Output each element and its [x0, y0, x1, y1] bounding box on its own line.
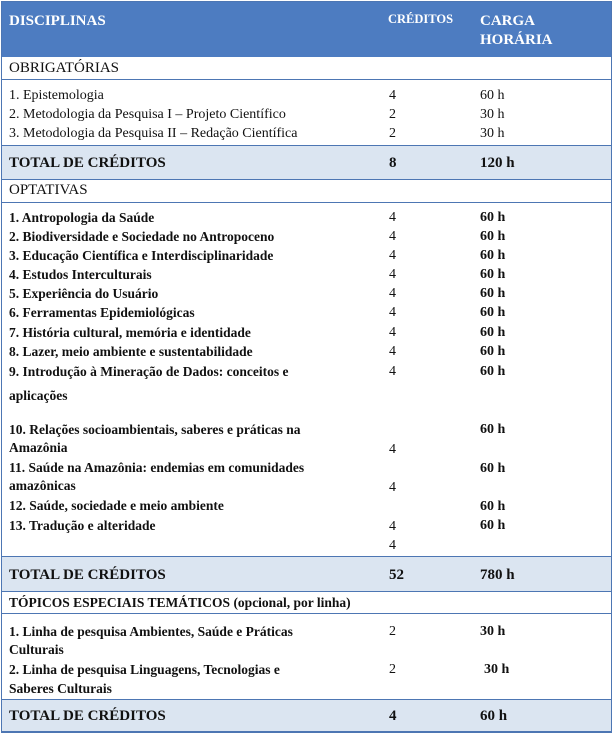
topic-hours: 30 h: [484, 662, 510, 677]
discipline-hours: 60 h: [480, 88, 505, 103]
topic-name: 2. Linha de pesquisa Linguagens, Tecnologias e: [9, 662, 280, 677]
discipline-credits: 2: [389, 126, 396, 141]
discipline-name: 11. Saúde na Amazônia: endemias em comunidades: [9, 460, 305, 475]
total-label: TOTAL DE CRÉDITOS: [9, 708, 166, 724]
discipline-name: 9. Introdução à Mineração de Dados: conceitos e: [9, 364, 289, 379]
discipline-hours: 30 h: [480, 107, 505, 122]
discipline-credits: 4: [389, 344, 396, 359]
discipline-hours: 30 h: [480, 126, 505, 141]
discipline-name: 3. Educação Científica e Interdisciplinaridade: [9, 248, 274, 263]
section-title: OBRIGATÓRIAS: [9, 60, 120, 76]
discipline-name-cont: amazônicas: [9, 478, 76, 493]
discipline-hours: 60 h: [480, 229, 506, 244]
section-obrigatorias: [2, 57, 611, 80]
total-credits: 4: [389, 708, 397, 724]
topic-hours: 30 h: [480, 624, 506, 639]
discipline-name: 1. Antropologia da Saúde: [9, 210, 155, 225]
topic-name-cont: Culturais: [9, 642, 64, 657]
discipline-name-cont: aplicações: [9, 388, 68, 403]
section-title: TÓPICOS ESPECIAIS TEMÁTICOS (opcional, por linha): [9, 595, 351, 610]
topic-name: 1. Linha de pesquisa Ambientes, Saúde e Práticas: [9, 624, 293, 639]
topic-credits: 2: [389, 624, 396, 639]
discipline-name: 5. Experiência do Usuário: [9, 286, 159, 301]
discipline-hours: 60 h: [480, 210, 506, 225]
discipline-hours: 60 h: [480, 286, 506, 301]
discipline-name: 8. Lazer, meio ambiente e sustentabilidade: [9, 344, 253, 359]
discipline-credits: 4: [389, 519, 396, 534]
curriculum-table: [1, 1, 612, 733]
total-hours: 60 h: [480, 708, 508, 724]
discipline-credits: 4: [389, 442, 396, 457]
discipline-hours: 60 h: [480, 499, 506, 514]
discipline-hours: 60 h: [480, 325, 506, 340]
discipline-hours: 60 h: [480, 248, 506, 263]
total-label: TOTAL DE CRÉDITOS: [9, 567, 166, 583]
topic-name-cont: Saberes Culturais: [9, 681, 112, 696]
header-creditos: CRÉDITOS: [388, 12, 454, 26]
header-carga-2: HORÁRIA: [480, 32, 553, 48]
header-carga-1: CARGA: [480, 13, 535, 29]
discipline-hours: 60 h: [480, 364, 506, 379]
discipline-name: 12. Saúde, sociedade e meio ambiente: [9, 498, 224, 513]
discipline-name: 7. História cultural, memória e identidade: [9, 325, 251, 340]
total-credits: 8: [389, 155, 397, 171]
discipline-credits: 4: [389, 210, 396, 225]
discipline-name: 4. Estudos Interculturais: [9, 267, 152, 282]
discipline-name: 3. Metodologia da Pesquisa II – Redação Científica: [9, 126, 298, 141]
discipline-credits: 4: [389, 229, 396, 244]
discipline-name: 2. Metodologia da Pesquisa I – Projeto Científico: [9, 107, 286, 122]
discipline-name-cont: Amazônia: [9, 440, 68, 455]
discipline-credits: 4: [389, 364, 396, 379]
discipline-credits: 4: [389, 286, 396, 301]
discipline-hours: 60 h: [480, 344, 506, 359]
discipline-credits-extra: 4: [389, 538, 396, 553]
discipline-hours: 60 h: [480, 422, 506, 437]
discipline-credits: 4: [389, 88, 396, 103]
section-title: OPTATIVAS: [9, 182, 88, 198]
topic-credits: 2: [389, 662, 396, 677]
discipline-name: 2. Biodiversidade e Sociedade no Antropoceno: [9, 229, 275, 244]
discipline-hours: 60 h: [480, 518, 506, 533]
total-row-optativas: [2, 556, 611, 592]
discipline-credits: 4: [389, 248, 396, 263]
total-row-obrigatorias: [2, 145, 611, 180]
header-disciplinas: DISCIPLINAS: [9, 13, 106, 29]
total-hours: 780 h: [480, 567, 515, 583]
discipline-name: 13. Tradução e alteridade: [9, 518, 156, 533]
total-label: TOTAL DE CRÉDITOS: [9, 155, 166, 171]
discipline-credits: 4: [389, 267, 396, 282]
total-credits: 52: [389, 567, 404, 583]
discipline-hours: 60 h: [480, 305, 506, 320]
discipline-name: 6. Ferramentas Epidemiológicas: [9, 305, 195, 320]
discipline-credits: 4: [389, 325, 396, 340]
total-row-topicos: [2, 699, 611, 732]
discipline-name: 1. Epistemologia: [9, 88, 104, 103]
discipline-credits: 4: [389, 480, 396, 495]
discipline-hours: 60 h: [480, 267, 506, 282]
table-header: [2, 2, 611, 57]
total-hours: 120 h: [480, 155, 515, 171]
discipline-hours: 60 h: [480, 461, 506, 476]
section-topicos: [2, 592, 611, 614]
discipline-credits: 4: [389, 305, 396, 320]
section-optativas: [2, 180, 611, 203]
discipline-credits: 2: [389, 107, 396, 122]
discipline-name: 10. Relações socioambientais, saberes e práticas na: [9, 422, 301, 437]
